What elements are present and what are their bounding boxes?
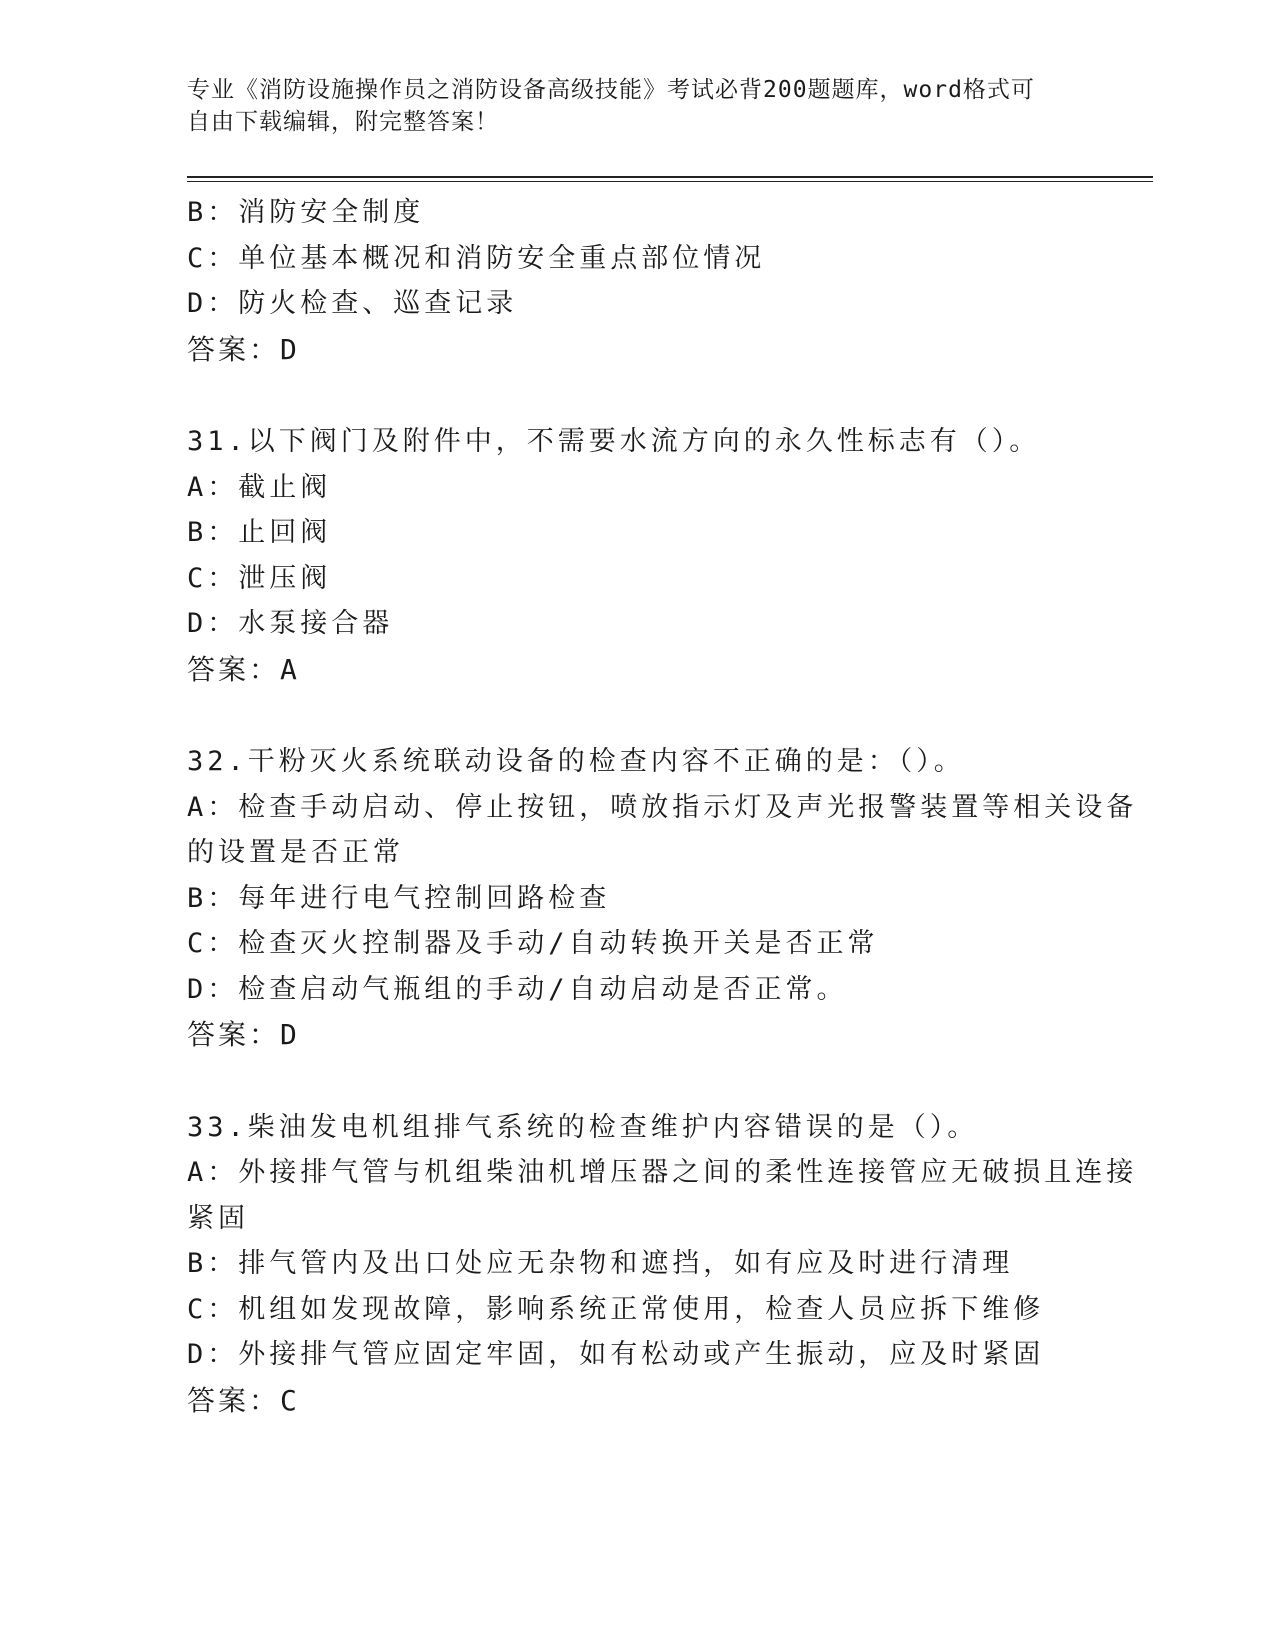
option-b: B：消防安全制度 [187, 197, 425, 228]
answer-line: 答案：D [187, 1018, 300, 1051]
spacer [187, 692, 1087, 739]
question-title: 31.以下阀门及附件中，不需要水流方向的永久性标志有（）。 [187, 426, 1041, 457]
previous-question-block [187, 190, 1087, 372]
option-a-line-1: A：外接排气管与机组柴油机增压器之间的柔性连接管应无破损且连接 [187, 1157, 1138, 1188]
option-a: A：截止阀 [187, 471, 332, 503]
option-a-line-2: 的设置是否正常 [187, 837, 404, 868]
option-d: D：外接排气管应固定牢固，如有松动或产生振动，应及时紧固 [187, 1339, 1045, 1370]
option-c: C：机组如发现故障，影响系统正常使用，检查人员应拆下维修 [187, 1293, 1045, 1325]
answer-line: 答案：C [187, 1383, 300, 1417]
spacer [187, 1058, 1087, 1105]
option-a-line-1: A：检查手动启动、停止按钮，喷放指示灯及声光报警装置等相关设备 [187, 791, 1138, 823]
option-d: D：检查启动气瓶组的手动/自动启动是否正常。 [187, 973, 848, 1005]
question-31-block [187, 419, 1087, 692]
option-b: B：每年进行电气控制回路检查 [187, 882, 611, 914]
option-b: B：止回阀 [187, 517, 332, 548]
header-line-2: 自由下载编辑，附完整答案！ [187, 109, 499, 135]
question-33-block [187, 1105, 1138, 1424]
header-line-1: 专业《消防设施操作员之消防设备高级技能》考试必背200题题库，word格式可 [187, 77, 1035, 103]
option-d: D：防火检查、巡查记录 [187, 288, 518, 319]
option-a-line-2: 紧固 [187, 1202, 249, 1234]
question-32-block [187, 739, 1138, 1058]
header-divider [187, 176, 1153, 182]
answer-line: 答案：D [187, 332, 300, 366]
answer-line: 答案：A [187, 652, 300, 686]
question-title: 33.柴油发电机组排气系统的检查维护内容错误的是（）。 [187, 1111, 979, 1143]
option-c: C：检查灭火控制器及手动/自动转换开关是否正常 [187, 928, 879, 959]
option-c: C：泄压阀 [187, 562, 332, 594]
option-b: B：排气管内及出口处应无杂物和遮挡，如有应及时进行清理 [187, 1248, 1014, 1279]
option-d: D：水泵接合器 [187, 608, 394, 639]
question-title: 32.干粉灭火系统联动设备的检查内容不正确的是：（）。 [187, 746, 965, 777]
spacer [187, 372, 1087, 419]
document-header [187, 74, 1067, 138]
option-c: C：单位基本概况和消防安全重点部位情况 [187, 242, 766, 274]
question-content [187, 190, 1138, 1423]
